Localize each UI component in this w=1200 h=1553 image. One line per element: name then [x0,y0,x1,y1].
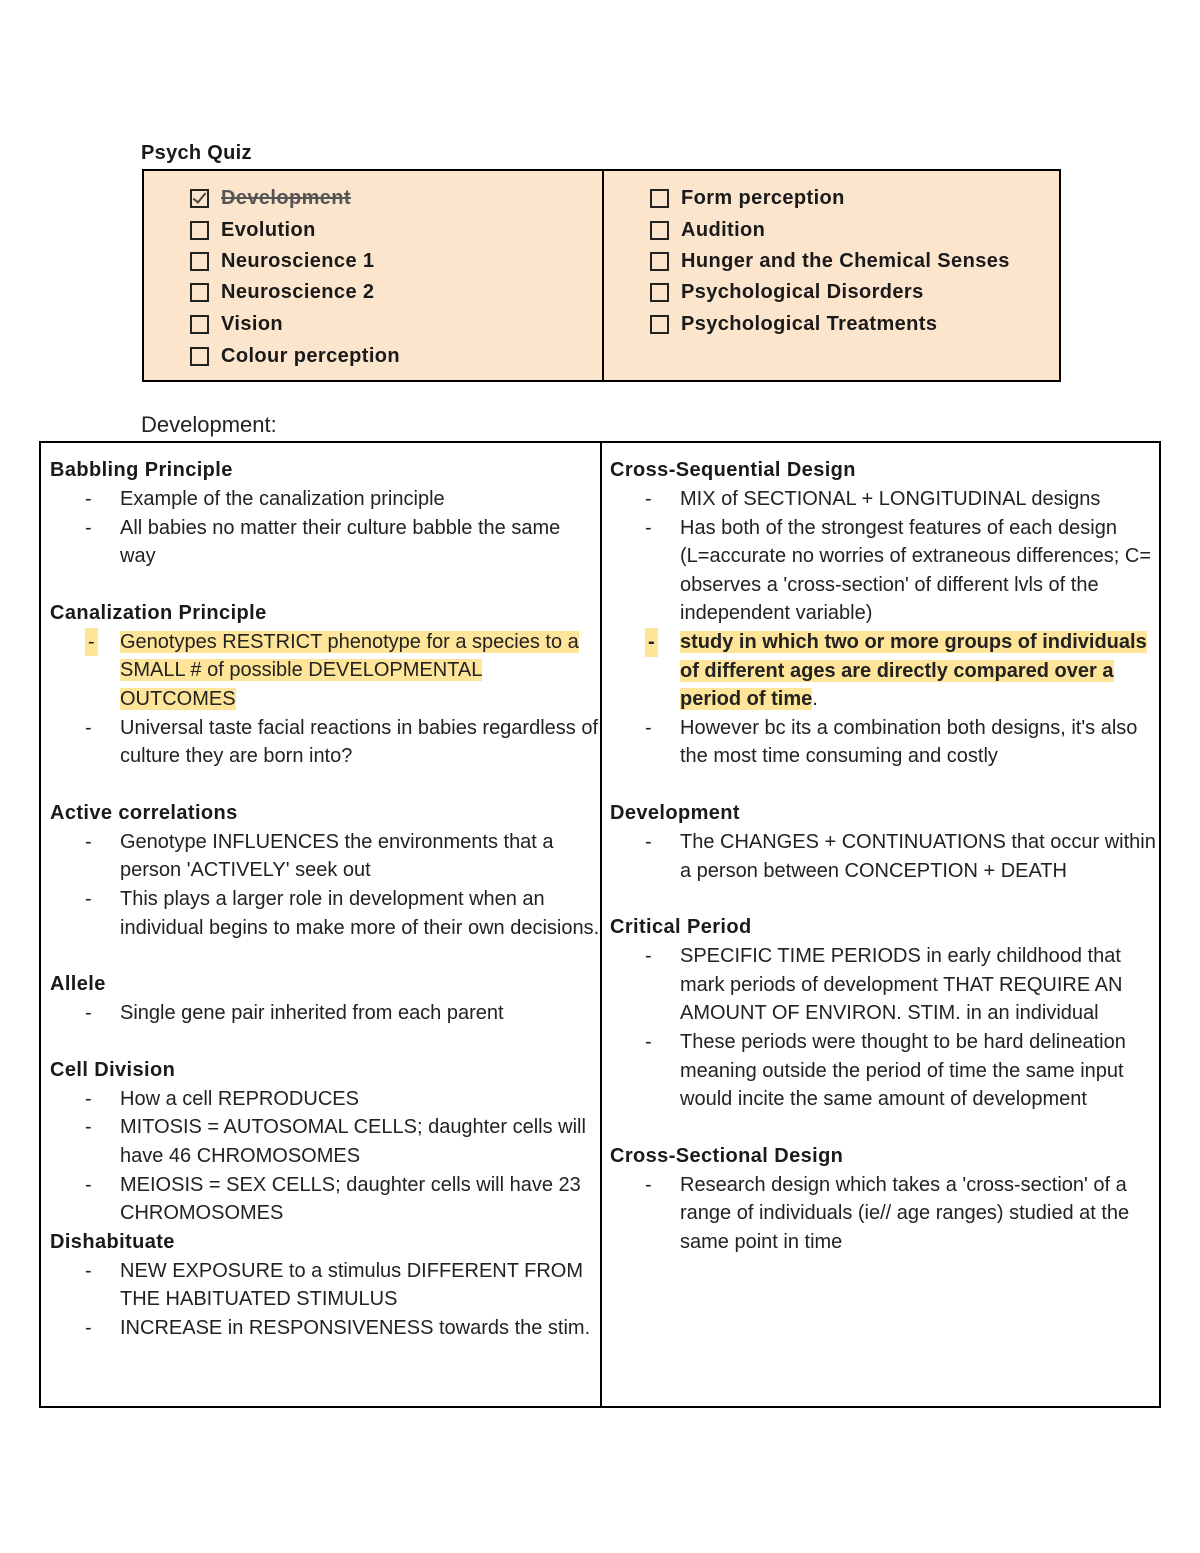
checklist-item-label: Audition [681,219,766,241]
term-heading: Canalization Principle [50,601,267,624]
checkbox-icon[interactable] [650,252,669,271]
bullet-item: - However bc its a combination both designs, it's also the most time consuming and costly [610,714,1159,771]
checklist-item-label: Psychological Disorders [681,281,924,303]
section-heading: Development: [141,412,277,437]
bullet-item: - MITOSIS = AUTOSOMAL CELLS; daughter cells will have 46 CHROMOSOMES [50,1113,600,1170]
bullet-item: - MIX of SECTIONAL + LONGITUDINAL designs [610,485,1159,514]
checklist-item-label: Vision [221,313,284,335]
checklist-item-label: Psychological Treatments [681,313,938,335]
notes-table [39,441,1161,1408]
highlighted-text: Genotypes RESTRICT phenotype for a species to a SMALL # of possible DEVELOPMENTAL OUTCOMES [120,630,579,710]
checklist-item-treatments[interactable] [650,313,937,336]
bullet-list [610,828,1159,885]
term-heading: Cell Division [50,1058,176,1081]
checklist-item-neuroscience-1[interactable] [190,250,374,273]
checklist-item-audition[interactable] [650,219,765,242]
checkbox-icon[interactable] [650,283,669,302]
checklist-item-label: Neuroscience 2 [221,281,375,303]
bullet-item: - Universal taste facial reactions in babies regardless of culture they are born into? [50,714,600,771]
checklist-item-vision[interactable] [190,313,283,336]
checkbox-icon[interactable] [190,347,209,366]
bullet-item: - Research design which takes a 'cross-section' of a range of individuals (ie// age ranges) studied at the same point in time [610,1171,1159,1257]
bullet-item-highlighted [50,628,600,714]
bullet-item: - MEIOSIS = SEX CELLS; daughter cells will have 23 CHROMOSOMES [50,1171,600,1228]
checklist-item-disorders[interactable] [650,281,924,304]
term-heading: Cross-Sectional Design [610,1144,844,1167]
notes-column-left [41,443,602,1406]
bullet-list [50,1085,600,1228]
quiz-checklist-table [142,169,1061,382]
checklist-item-colour-perception[interactable] [190,345,400,368]
checklist-item-neuroscience-2[interactable] [190,281,374,304]
checkbox-checked-icon[interactable] [190,189,209,208]
bullet-list [50,828,600,942]
bullet-list [610,1171,1159,1257]
notes-column-right [602,443,1159,1406]
checklist-item-label: Form perception [681,187,845,209]
term-heading: Development [610,801,740,824]
bullet-item: - Single gene pair inherited from each parent [50,999,600,1028]
checklist-item-evolution[interactable] [190,219,316,242]
bullet-list [50,485,600,571]
bullet-item: - These periods were thought to be hard delineation meaning outside the period of time the same input would incite the same amount of development [610,1028,1159,1114]
bullet-item: - How a cell REPRODUCES [50,1085,600,1114]
bullet-item-highlighted [610,628,1159,714]
checklist-item-development[interactable] [190,187,351,210]
term-heading: Allele [50,973,106,996]
bullet-item: - NEW EXPOSURE to a stimulus DIFFERENT FROM THE HABITUATED STIMULUS [50,1257,600,1314]
bullet-item: - Example of the canalization principle [50,485,600,514]
checklist-column-left [144,171,604,380]
term-heading: Critical Period [610,916,752,939]
term-heading: Active correlations [50,801,238,824]
checklist-item-hunger[interactable] [650,250,1010,273]
checkbox-icon[interactable] [190,252,209,271]
checkbox-icon[interactable] [190,283,209,302]
checkbox-icon[interactable] [650,315,669,334]
bullet-item: - This plays a larger role in development when an individual begins to make more of their own decisions. [50,885,600,942]
checklist-column-right [604,171,1059,380]
bullet-item: - All babies no matter their culture babble the same way [50,514,600,571]
bullet-item: - The CHANGES + CONTINUATIONS that occur within a person between CONCEPTION + DEATH [610,828,1159,885]
bullet-item: - Has both of the strongest features of each design (L=accurate no worries of extraneous differences; C= observes a 'cross-section' of different lvls of the independent variable) [610,514,1159,628]
term-heading: Cross-Sequential Design [610,459,856,481]
checklist-item-label: Neuroscience 1 [221,250,375,272]
bullet-list [50,1257,600,1343]
checkbox-icon[interactable] [190,315,209,334]
bullet-item: - INCREASE in RESPONSIVENESS towards the stim. [50,1314,600,1343]
bullet-list [610,942,1159,1114]
quiz-title: Psych Quiz [141,142,252,164]
bullet-list [50,628,600,771]
highlighted-text: study in which two or more groups of individuals of different ages are directly compared over a period of time [680,630,1147,711]
checklist-item-label: Development [221,187,351,209]
bullet-item: - SPECIFIC TIME PERIODS in early childhood that mark periods of development THAT REQUIRE AN AMOUNT OF ENVIRON. STIM. in an individual [610,942,1159,1028]
checklist-item-label: Colour perception [221,345,401,367]
bullet-list [610,485,1159,771]
bullet-item: - Genotype INFLUENCES the environments that a person 'ACTIVELY' seek out [50,828,600,885]
checkbox-icon[interactable] [190,221,209,240]
checkbox-icon[interactable] [650,221,669,240]
trailing-period: . [812,688,818,711]
bullet-list [50,999,600,1028]
checklist-item-label: Evolution [221,219,316,241]
checklist-item-label: Hunger and the Chemical Senses [681,250,1010,272]
checklist-item-form-perception[interactable] [650,187,845,210]
checkbox-icon[interactable] [650,189,669,208]
term-heading: Dishabituate [50,1230,175,1253]
term-heading: Babbling Principle [50,459,233,481]
